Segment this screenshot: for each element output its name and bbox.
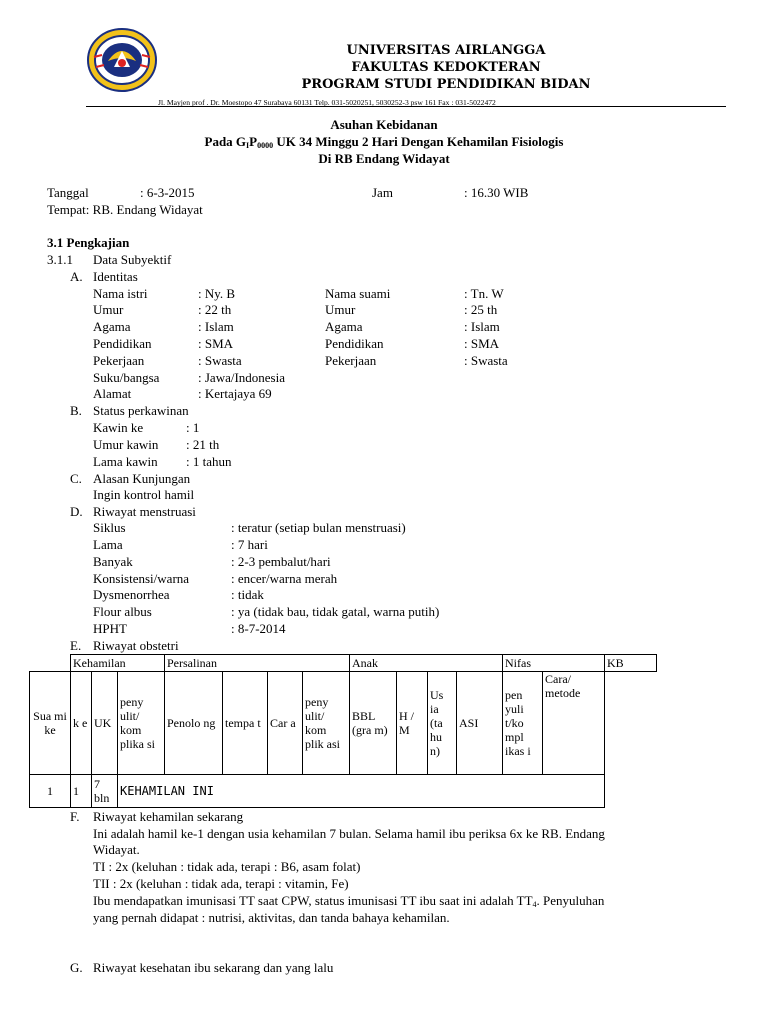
program-name: PROGRAM STUDI PENDIDIKAN BIDAN: [301, 77, 591, 92]
subsection-title: Data Subyektif: [93, 252, 172, 267]
field-label: Konsistensi/warna: [93, 571, 190, 586]
paragraph-line: Ibu mendapatkan imunisasi TT saat CPW, status imunisasi TT ibu saat ini adalah $TT_4$. Penyuluhan: [93, 893, 605, 909]
ti-line: TI : 2x (keluhan : tidak ada, terapi : B6, asam folat): [93, 859, 361, 874]
col-usia: Us ia (ta hu n): [428, 672, 457, 775]
menstruasi-title: Riwayat menstruasi: [93, 504, 196, 519]
tempat-line: Tempat: RB. Endang Widayat: [47, 202, 203, 217]
field-value: : 1 tahun: [186, 454, 232, 469]
field-value: : ya (tidak bau, tidak gatal, warna putih): [231, 604, 440, 619]
field-value: : 21 th: [186, 437, 220, 452]
item-letter: A.: [70, 269, 83, 284]
col-ke: k e: [71, 672, 92, 775]
cell-ke: 1: [71, 775, 92, 808]
col-tempat: tempa t: [223, 672, 268, 775]
group-persalinan: Persalinan: [165, 655, 350, 672]
cell-note: KEHAMILAN INI: [118, 775, 605, 808]
obstetric-history-table: [29, 654, 657, 808]
field-value: : 22 th: [198, 302, 232, 317]
field-label: HPHT: [93, 621, 127, 636]
col-penyulit-nifas: pen yuli t/ko mpl ikas i: [503, 672, 543, 775]
header-rule: [86, 106, 726, 107]
field-label: Kawin ke: [93, 420, 144, 435]
field-label: Suku/bangsa: [93, 370, 160, 385]
doc-title-line3: Di RB Endang Widayat: [318, 151, 450, 166]
col-kb-metode: Cara/ metode: [543, 672, 605, 775]
university-seal-icon: [86, 27, 158, 93]
field-label: Nama suami: [325, 286, 391, 301]
col-hm: H / M: [397, 672, 428, 775]
cell-uk: 7 bln: [92, 775, 118, 808]
field-label: Lama kawin: [93, 454, 158, 469]
group-nifas: Nifas: [503, 655, 605, 672]
field-value: : 2-3 pembalut/hari: [231, 554, 331, 569]
section-heading: 3.1 Pengkajian: [47, 235, 130, 250]
field-value: : teratur (setiap bulan menstruasi): [231, 520, 406, 535]
field-label: Pekerjaan: [325, 353, 377, 368]
field-value: : SMA: [464, 336, 500, 351]
group-kehamilan: Kehamilan: [71, 655, 165, 672]
group-anak: Anak: [350, 655, 503, 672]
jam-label: Jam: [372, 185, 393, 200]
tii-line: TII : 2x (keluhan : tidak ada, terapi : vitamin, Fe): [93, 876, 349, 891]
item-letter: B.: [70, 403, 82, 418]
field-label: Alamat: [93, 386, 132, 401]
item-letter: C.: [70, 471, 82, 486]
field-value: : Jawa/Indonesia: [198, 370, 286, 385]
kehamilan-sekarang-title: Riwayat kehamilan sekarang: [93, 809, 244, 824]
col-cara: Car a: [268, 672, 303, 775]
field-value: : 1: [186, 420, 200, 435]
subsection-number: 3.1.1: [47, 252, 73, 267]
field-label: Agama: [325, 319, 363, 334]
item-letter: E.: [70, 638, 82, 653]
university-logo: [86, 27, 158, 93]
col-penyulit-hamil: peny ulit/ kom plika si: [118, 672, 165, 775]
field-label: Pendidikan: [93, 336, 152, 351]
col-asi: ASI: [457, 672, 503, 775]
field-value: : 8-7-2014: [231, 621, 286, 636]
field-value: : tidak: [231, 587, 264, 602]
alasan-text: Ingin kontrol hamil: [93, 487, 195, 502]
field-value: : Tn. W: [464, 286, 504, 301]
field-value: : Kertajaya 69: [198, 386, 272, 401]
field-value: : encer/warna merah: [231, 571, 338, 586]
identitas-title: Identitas: [93, 269, 138, 284]
col-penyulit-salin: peny ulit/ kom plik asi: [303, 672, 350, 775]
paragraph-line: Ini adalah hamil ke-1 dengan usia kehamilan 7 bulan. Selama hamil ibu periksa 6x ke RB. Endang: [93, 826, 605, 841]
field-label: Dysmenorrhea: [93, 587, 170, 602]
jam-value: : 16.30 WIB: [464, 185, 529, 200]
item-letter: F.: [70, 809, 80, 824]
field-label: Umur: [325, 302, 356, 317]
col-suami-ke: Sua mi ke: [30, 672, 71, 775]
col-penolong: Penolo ng: [165, 672, 223, 775]
item-letter: G.: [70, 960, 83, 975]
field-value: : Swasta: [464, 353, 508, 368]
field-value: : Islam: [198, 319, 234, 334]
field-value: : Islam: [464, 319, 500, 334]
field-label: Umur: [93, 302, 124, 317]
field-label: Banyak: [93, 554, 133, 569]
tanggal-value: : 6-3-2015: [140, 185, 195, 200]
alasan-title: Alasan Kunjungan: [93, 471, 191, 486]
item-letter: D.: [70, 504, 83, 519]
field-label: Agama: [93, 319, 131, 334]
group-kb: KB: [605, 655, 657, 672]
field-value: : Swasta: [198, 353, 242, 368]
university-name: UNIVERSITAS AIRLANGGA: [346, 43, 546, 58]
field-label: Umur kawin: [93, 437, 159, 452]
kesehatan-title: Riwayat kesehatan ibu sekarang dan yang lalu: [93, 960, 334, 975]
tanggal-label: Tanggal: [47, 185, 89, 200]
field-label: Pendidikan: [325, 336, 384, 351]
paragraph-line: Widayat.: [93, 842, 140, 857]
cell-suami-ke: 1: [30, 775, 71, 808]
field-label: Nama istri: [93, 286, 148, 301]
doc-title-line1: Asuhan Kebidanan: [330, 117, 438, 132]
faculty-name: FAKULTAS KEDOKTERAN: [351, 60, 541, 75]
paragraph-line: yang pernah didapat : nutrisi, aktivitas, dan tanda bahaya kehamilan.: [93, 910, 450, 925]
status-title: Status perkawinan: [93, 403, 189, 418]
table-header-row: [30, 672, 657, 775]
field-label: Flour albus: [93, 604, 152, 619]
col-uk: UK: [92, 672, 118, 775]
field-label: Lama: [93, 537, 123, 552]
field-value: : Ny. B: [198, 286, 236, 301]
table-row: [30, 775, 657, 808]
field-value: : 7 hari: [231, 537, 268, 552]
field-label: Pekerjaan: [93, 353, 145, 368]
address-line: Jl. Mayjen prof . Dr. Moestopo 47 Surabaya 60131 Telp. 031-5020251, 5030252-3 psw 161 Fax : 031-5022472: [158, 98, 496, 107]
field-value: : 25 th: [464, 302, 498, 317]
table-group-row: [30, 655, 657, 672]
field-label: Siklus: [93, 520, 126, 535]
obstetri-title: Riwayat obstetri: [93, 638, 179, 653]
doc-title-line2: Pada $G_IP_{0000}$ UK 34 Minggu 2 Hari Dengan Kehamilan Fisiologis: [204, 134, 564, 150]
col-bbl: BBL (gra m): [350, 672, 397, 775]
field-value: : SMA: [198, 336, 234, 351]
